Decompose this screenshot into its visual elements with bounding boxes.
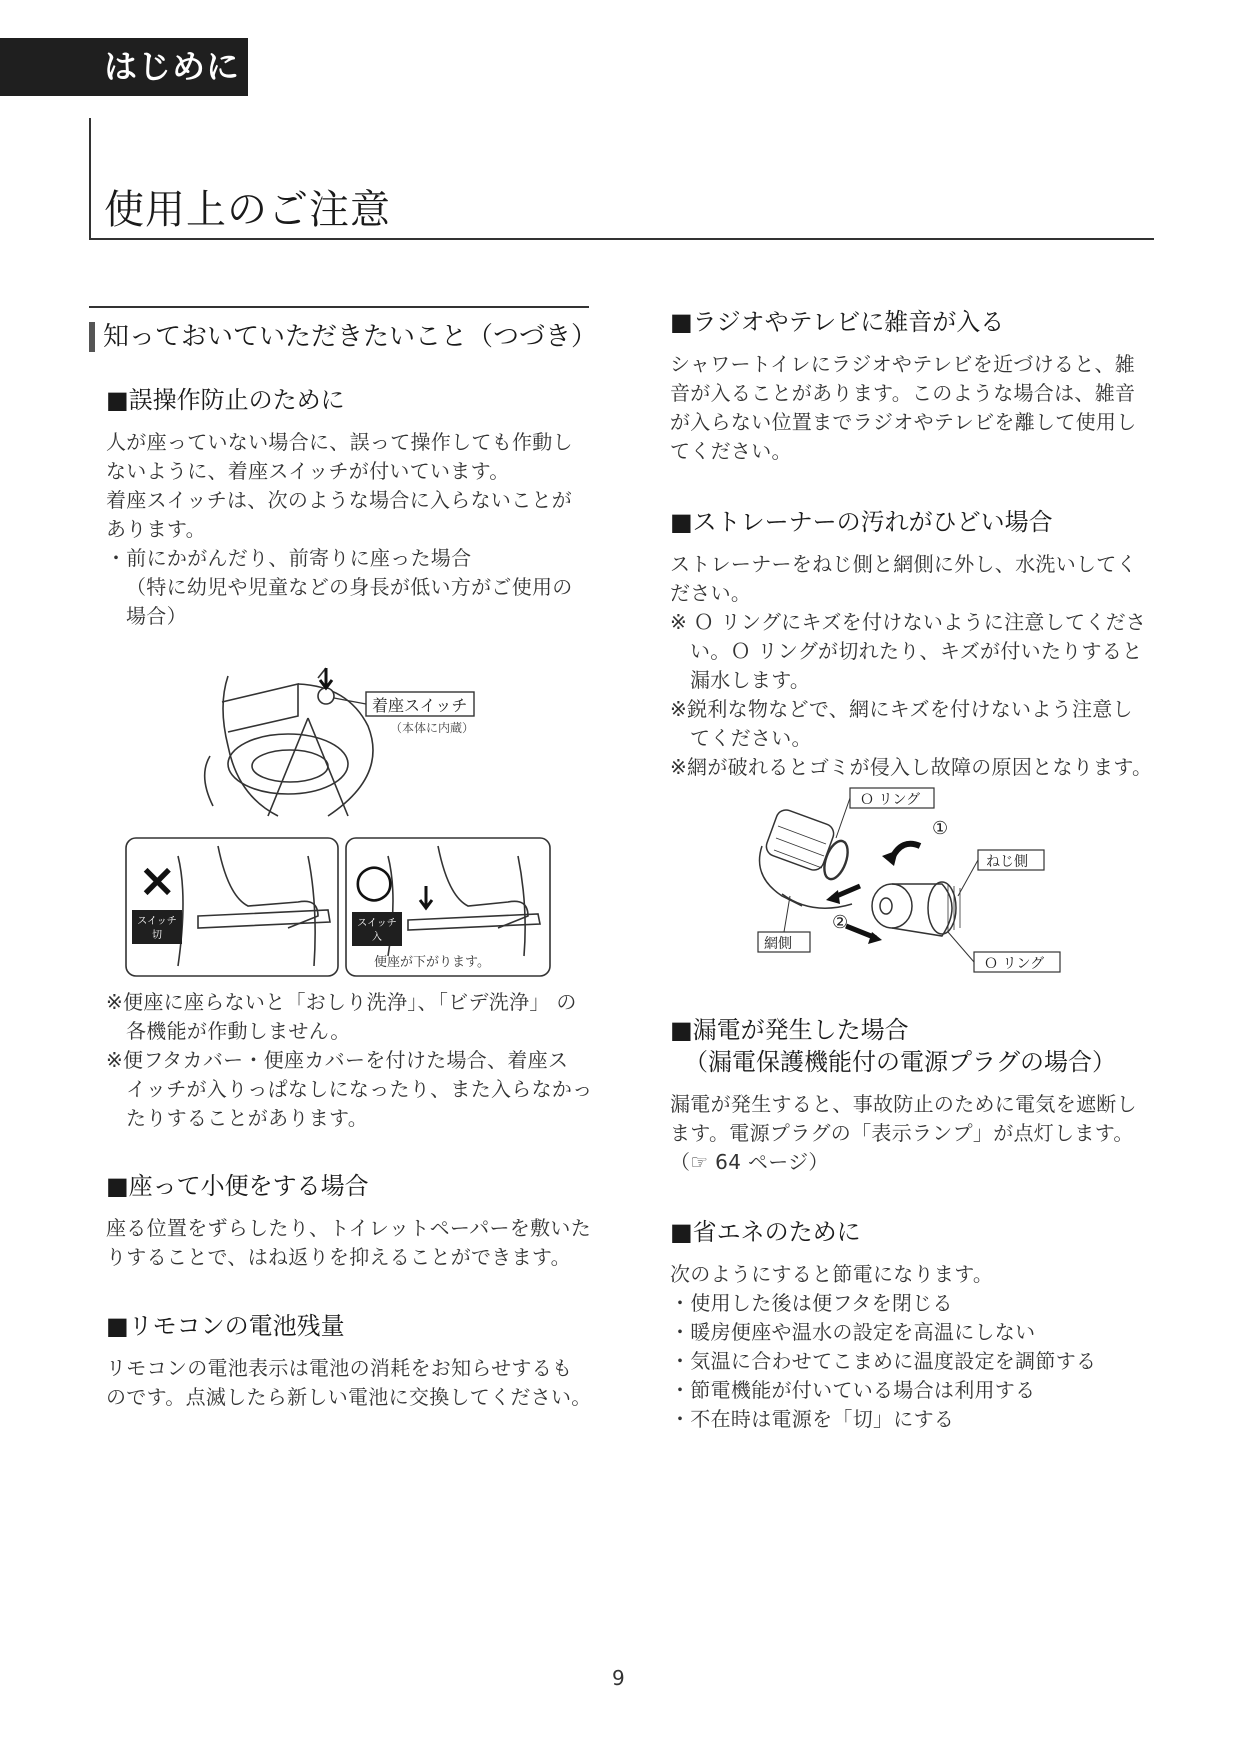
- strainer-figure: [742, 786, 1072, 974]
- step-2: ②: [832, 912, 849, 933]
- svg-text:スイッチ: スイッチ: [357, 918, 397, 929]
- svg-text:スイッチ: スイッチ: [137, 916, 177, 927]
- step-1: ①: [932, 818, 949, 839]
- text-strainer: ストレーナーをねじ側と網側に外し、水洗いしてく ださい。 ※ Ｏ リングにキズを付けないように注意してくださ い。Ｏ リングが切れたり、キズが付いたりすると 漏水します。 ※鋭利な物などで、網にキズを付けないよう注意し てください。 ※網が破れるとゴミが侵入し故障の原因となります。: [670, 552, 1153, 779]
- page-number: 9: [612, 1666, 625, 1690]
- section-subtitle: [89, 306, 598, 352]
- chapter-tab: はじめに: [0, 38, 248, 96]
- subtitle-text: 知っておいていただきたいこと（つづき）: [103, 322, 598, 352]
- down-arrow-icon: [320, 668, 332, 688]
- page-title: 使用上のご注意: [104, 187, 391, 233]
- text-urinate: 座る位置をずらしたり、トイレットペーパーを敷いた りすることで、はね返りを抑えることができます。: [106, 1216, 591, 1269]
- switch-note: （本体に内蔵）: [390, 721, 475, 735]
- screw-side-label: ねじ側: [986, 854, 1028, 870]
- text-battery: リモコンの電池表示は電池の消耗をお知らせするも のです。点滅したら新しい電池に交換してください。: [106, 1356, 592, 1409]
- heading-leakage: ■漏電が発生した場合: [670, 1016, 909, 1044]
- seat-switch-figure: [118, 666, 558, 978]
- svg-text:入: 入: [372, 932, 382, 943]
- heading-energy: ■省エネのために: [670, 1218, 861, 1246]
- heading-urinate: ■座って小便をする場合: [106, 1172, 369, 1200]
- text-leakage: 漏電が発生すると、事故防止のために電気を遮断し ます。電源プラグの「表示ランプ」が点灯します。 （☞ 64 ページ）: [670, 1092, 1137, 1174]
- notes-misoperation: ※便座に座らないと「おしり洗浄」、「ビデ洗浄」 の 各機能が作動しません。 ※便フタカバー・便座カバーを付けた場合、着座ス イッチが入りっぱなしになったり、また入らなかっ たりすることがあります。: [106, 990, 593, 1130]
- heading-strainer: ■ストレーナーの汚れがひどい場合: [670, 508, 1053, 536]
- subtitle-bar: [89, 322, 95, 352]
- svg-text:切: 切: [152, 930, 162, 941]
- strainer-screw-part: [872, 882, 960, 936]
- oring-bottom-label: Ｏ リング: [984, 956, 1045, 972]
- heading-leakage-sub: （漏電保護機能付の電源プラグの場合）: [684, 1048, 1116, 1076]
- switch-label: 着座スイッチ: [372, 696, 468, 715]
- oring-top-label: Ｏ リング: [860, 792, 921, 808]
- toilet-outline: [205, 668, 373, 816]
- heading-radio-noise: ■ラジオやテレビに雑音が入る: [670, 308, 1005, 336]
- heading-battery: ■リモコンの電池残量: [106, 1312, 345, 1340]
- ng-mark: ×: [138, 853, 177, 907]
- text-energy: 次のようにすると節電になります。 ・使用した後は便フタを閉じる ・暖房便座や温水の設定を高温にしない ・気温に合わせてこまめに温度設定を調節する ・節電機能が付いている場合は利用する ・不在時は電源を「切」にする: [670, 1262, 1097, 1431]
- mesh-side-label: 網側: [764, 936, 792, 952]
- heading-misoperation: ■誤操作防止のために: [106, 386, 345, 414]
- ok-caption: 便座が下がります。: [374, 955, 490, 970]
- ok-mark: ○: [354, 853, 395, 907]
- text-radio-noise: シャワートイレにラジオやテレビを近づけると、雑 音が入ることがあります。このような場合は、雑音 が入らない位置までラジオやテレビを離して使用し てください。: [670, 352, 1137, 463]
- text-misoperation: 人が座っていない場合に、誤って操作しても作動し ないように、着座スイッチが付いています。 着座スイッチは、次のような場合に入らないことが あります。 ・前にかがんだり、前寄りに座った場合 （特に幼児や児童などの身長が低い方がご使用の 場合）: [106, 430, 573, 628]
